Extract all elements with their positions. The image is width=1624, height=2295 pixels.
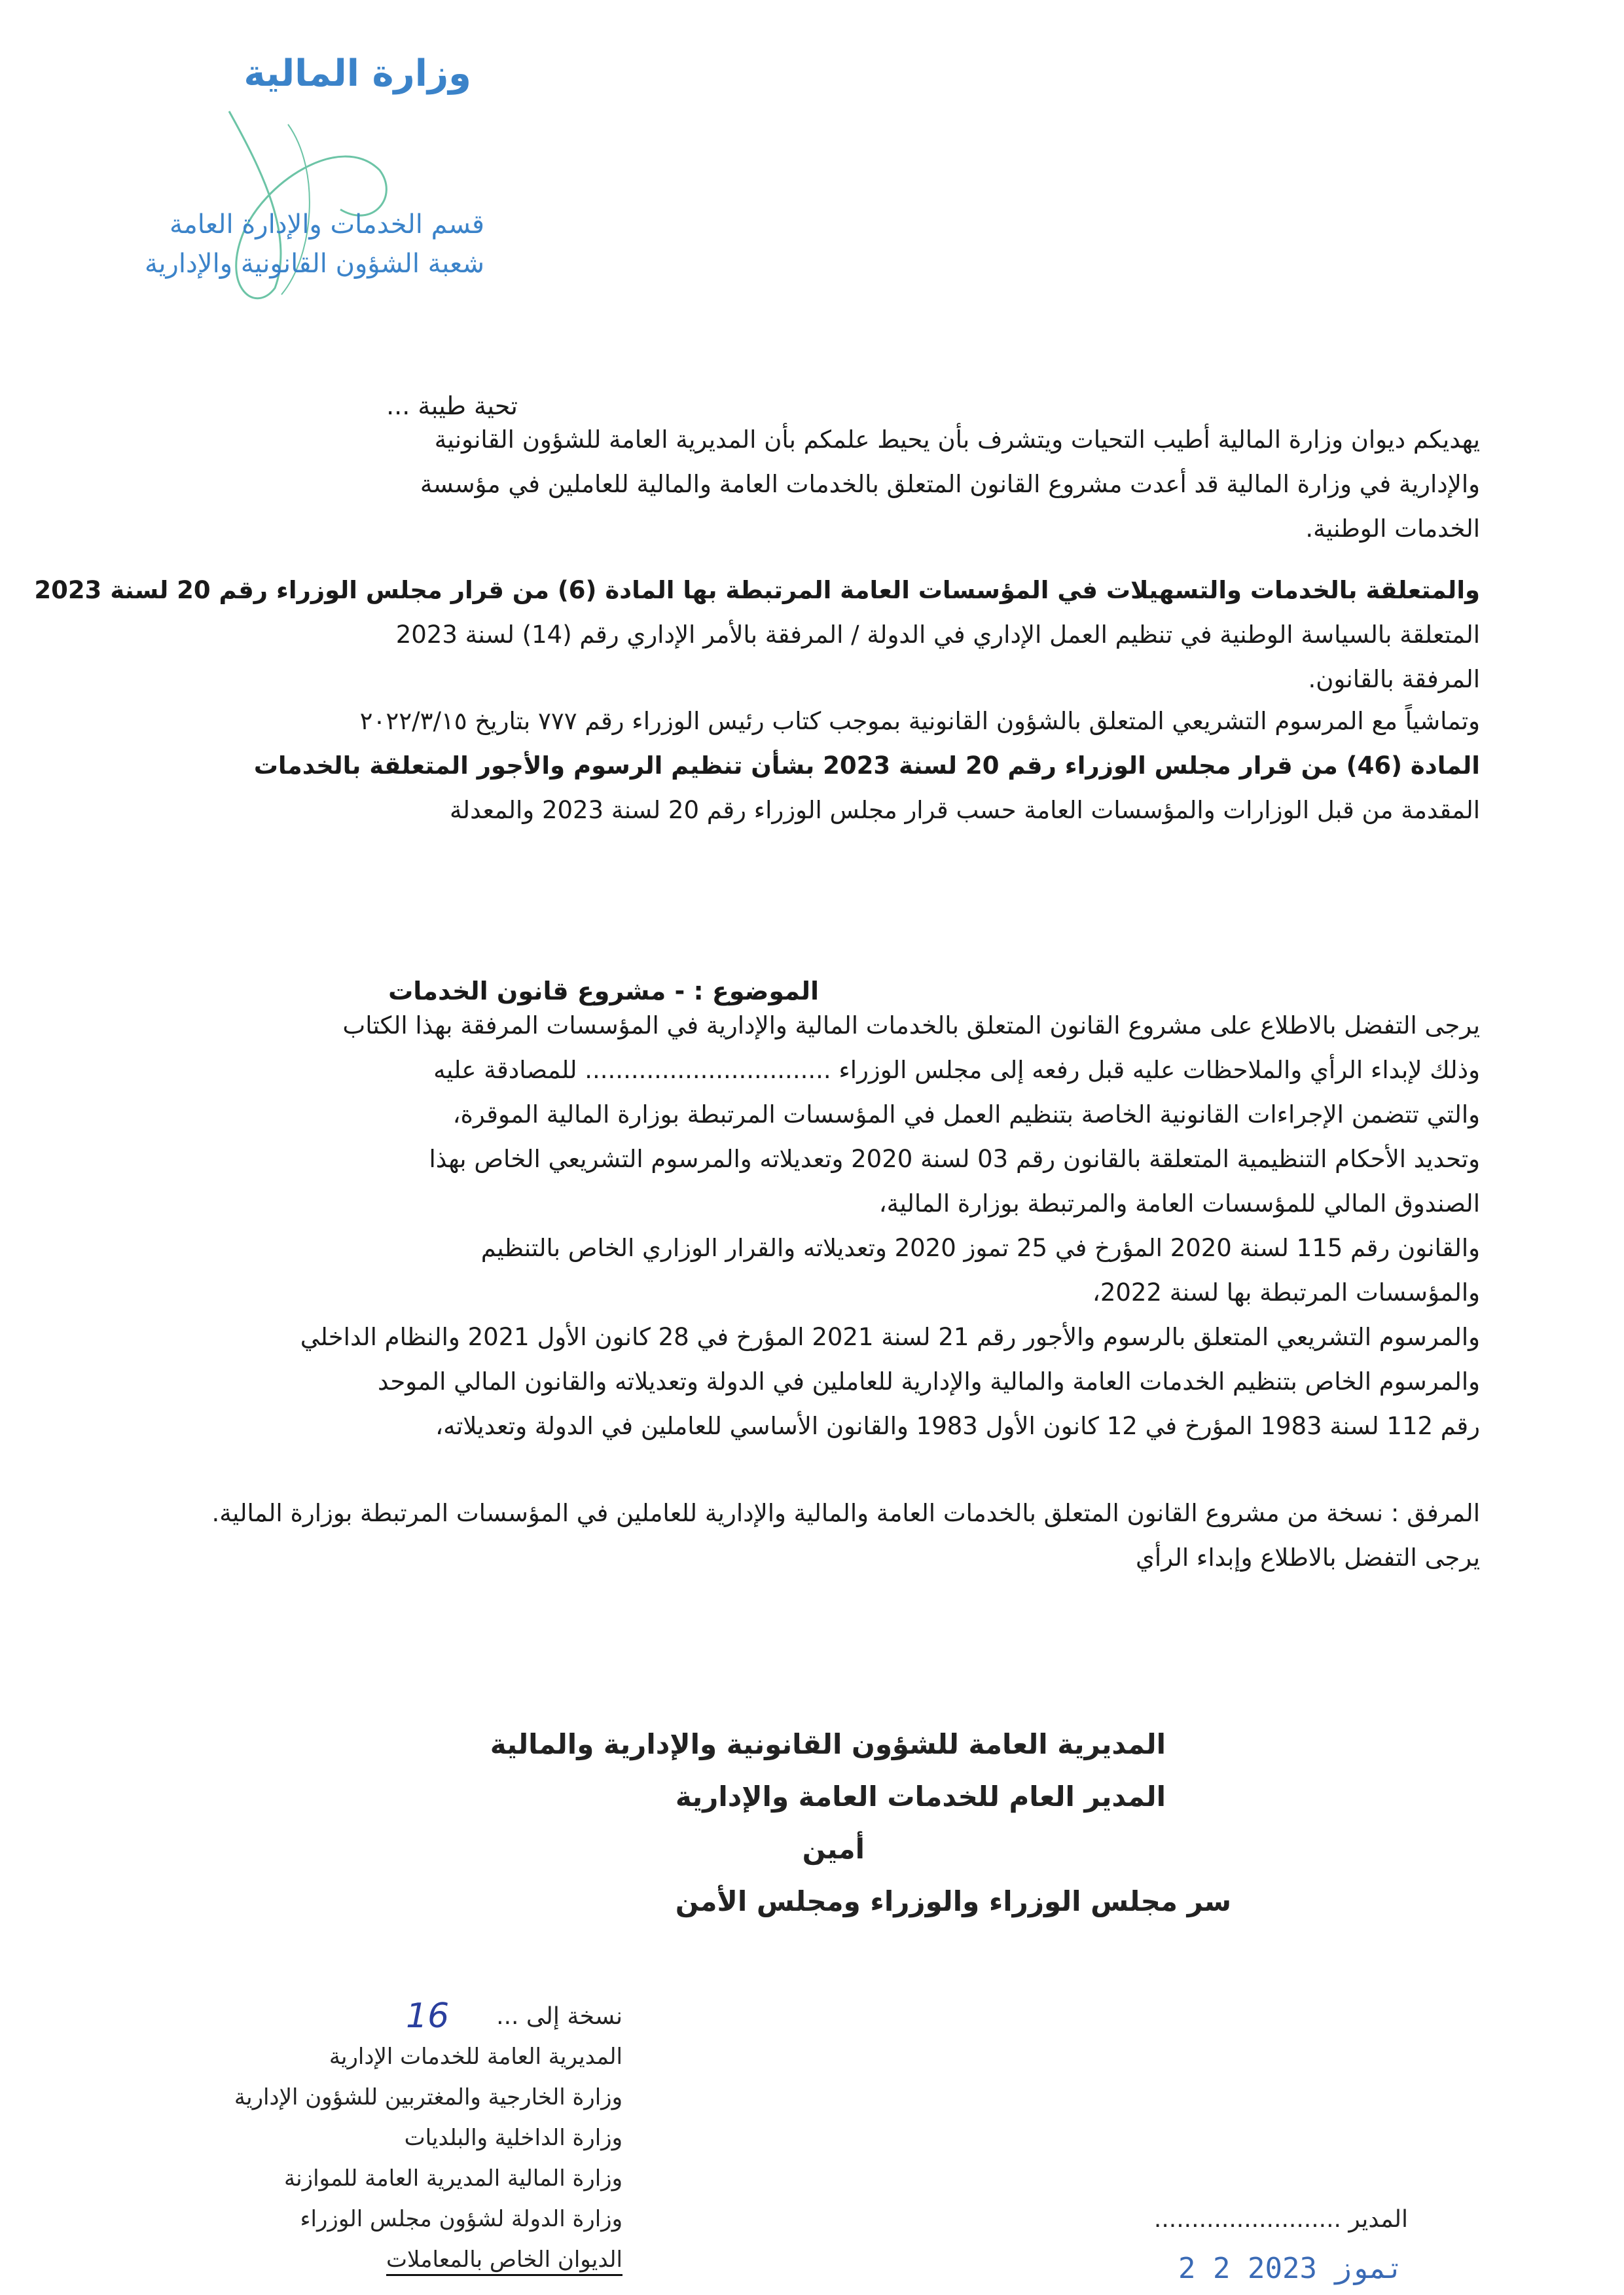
text-line: يرجى التفضل بالاطلاع وإبداء الرأي xyxy=(1135,1544,1480,1572)
text-line: والمؤسسات المرتبطة بها لسنة 2022، xyxy=(1092,1278,1480,1307)
distribution-item: وزارة الدولة لشؤون مجلس الوزراء xyxy=(300,2206,623,2232)
text-line: والإدارية في وزارة المالية قد أعدت مشروع القانون المتعلق بالخدمات العامة والمالية للعاملين في مؤسسة xyxy=(420,470,1480,498)
text-line: المقدمة من قبل الوزارات والمؤسسات العامة حسب قرار مجلس الوزراء رقم 20 لسنة 2023 والمعدلة xyxy=(449,796,1480,824)
distribution-list xyxy=(164,2003,623,2273)
distribution-header: نسخة إلى ... xyxy=(496,2003,623,2030)
signature-line-2: المدير العام للخدمات العامة والإدارية xyxy=(675,1780,1166,1813)
text-line: المادة (46) من قرار مجلس الوزراء رقم 20 لسنة 2023 بشأن تنظيم الرسوم والأجور المتعلقة بالخدمات xyxy=(253,751,1480,780)
text-line: وتحديد الأحكام التنظيمية المتعلقة بالقانون رقم 03 لسنة 2020 وتعديلاته والمرسوم التشريعي الخاص بهذا xyxy=(429,1145,1480,1173)
distribution-item: وزارة الداخلية والبلديات xyxy=(404,2125,623,2151)
stamp-line-1: قسم الخدمات والإدارة العامة xyxy=(169,209,484,240)
text-line: والمرسوم التشريعي المتعلق بالرسوم والأجور رقم 21 لسنة 2021 المؤرخ في 28 كانون الأول 2021 والنظام الداخلي xyxy=(300,1323,1480,1351)
handwritten-reference-number: 16 xyxy=(406,1997,450,2036)
signature-line-3: أمين xyxy=(802,1833,865,1865)
date-stamp: 2 2 تموز 2023 xyxy=(1178,2252,1404,2285)
stamp-title: وزارة المالية xyxy=(244,52,471,95)
signature-line-4: سر مجلس الوزراء والوزراء ومجلس الأمن xyxy=(675,1885,1231,1917)
signature-line-1: المديرية العامة للشؤون القانونية والإدارية والمالية xyxy=(490,1728,1166,1760)
distribution-item: وزارة المالية المديرية العامة للموازنة xyxy=(283,2165,623,2192)
distribution-item: الديوان الخاص بالمعاملات xyxy=(386,2247,623,2276)
text-line: المرفقة بالقانون. xyxy=(1308,665,1480,693)
signatory-label: المدير ......................... xyxy=(1153,2206,1408,2233)
distribution-item: المديرية العامة للخدمات الإدارية xyxy=(329,2044,623,2070)
greeting: تحية طيبة ... xyxy=(386,391,518,420)
official-stamp xyxy=(124,39,491,314)
stamp-line-2: شعبة الشؤون القانونية والإدارية xyxy=(144,249,484,279)
text-line: رقم 112 لسنة 1983 المؤرخ في 12 كانون الأول 1983 والقانون الأساسي للعاملين في الدولة وتعديلاته، xyxy=(435,1412,1480,1440)
text-line: والتي تتضمن الإجراءات القانونية الخاصة بتنظيم العمل في المؤسسات المرتبطة بوزارة المالية الموقرة، xyxy=(452,1100,1480,1129)
subject-line: الموضوع : - مشروع قانون الخدمات xyxy=(388,977,819,1005)
text-line: يهديكم ديوان وزارة المالية أطيب التحيات ويتشرف بأن يحيط علمكم بأن المديرية العامة للشؤون القانونية xyxy=(434,425,1480,454)
text-line: الخدمات الوطنية. xyxy=(1305,515,1480,543)
text-line: وتماشياً مع المرسوم التشريعي المتعلق بالشؤون القانونية بموجب كتاب رئيس الوزراء رقم ٧٧٧ بتاريخ ٢٠٢٢/٣/١٥ xyxy=(359,707,1480,735)
distribution-item: وزارة الخارجية والمغتربين للشؤون الإدارية xyxy=(234,2084,623,2110)
text-line: والمرسوم الخاص بتنظيم الخدمات العامة والمالية والإدارية للعاملين في الدولة وتعديلاته والقانون المالي الموحد xyxy=(378,1367,1480,1396)
text-line: وذلك لإبداء الرأي والملاحظات عليه قبل رفعه إلى مجلس الوزراء ................................ للمصادقة عليه xyxy=(433,1056,1480,1084)
text-line: المرفق : نسخة من مشروع القانون المتعلق بالخدمات العامة والمالية والإدارية للعاملين في المؤسسات المرتبطة بوزارة المالية. xyxy=(211,1499,1480,1527)
text-line: الصندوق المالي للمؤسسات العامة والمرتبطة بوزارة المالية، xyxy=(878,1189,1480,1218)
text-line: يرجى التفضل بالاطلاع على مشروع القانون المتعلق بالخدمات المالية والإدارية في المؤسسات المرفقة بهذا الكتاب xyxy=(342,1011,1480,1039)
text-line: والقانون رقم 115 لسنة 2020 المؤرخ في 25 تموز 2020 وتعديلاته والقرار الوزاري الخاص بالتنظيم xyxy=(480,1234,1480,1262)
text-line: والمتعلقة بالخدمات والتسهيلات في المؤسسات العامة المرتبطة بها المادة (6) من قرار مجلس الوزراء رقم 20 لسنة 2023 xyxy=(34,576,1480,604)
text-line: المتعلقة بالسياسة الوطنية في تنظيم العمل الإداري في الدولة / المرفقة بالأمر الإداري رقم (14) لسنة 2023 xyxy=(395,621,1480,649)
